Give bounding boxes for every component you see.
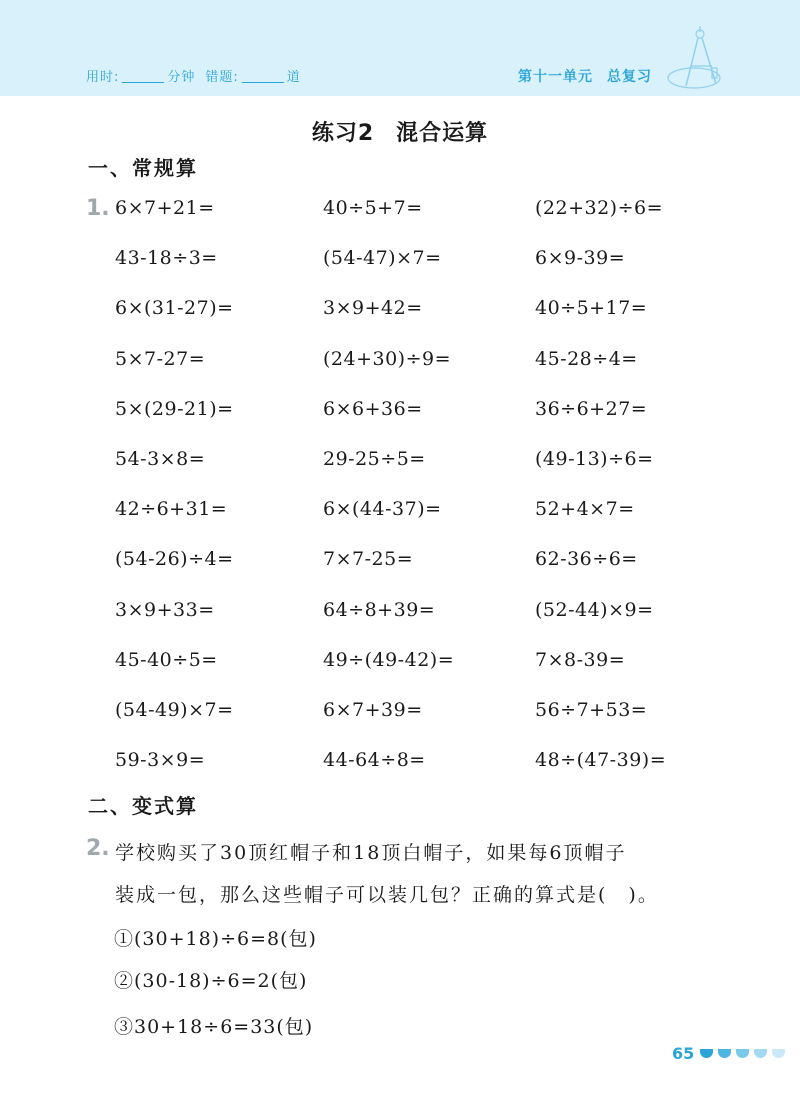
- question-1-number: 1.: [86, 196, 110, 221]
- exercise-9-3: (52-44)×9=: [535, 599, 654, 621]
- page-number: 65: [672, 1044, 695, 1063]
- exercise-8-2: 7×7-25=: [323, 548, 414, 570]
- unit-label: [518, 66, 652, 86]
- minutes-label: 分钟: [167, 70, 196, 85]
- exercise-4-2: (24+30)÷9=: [323, 348, 452, 370]
- exercise-8-1: (54-26)÷4=: [115, 548, 234, 570]
- question-2-line-1: 学校购买了30顶红帽子和18顶白帽子，如果每6顶帽子: [115, 842, 627, 864]
- exercise-1-3: (22+32)÷6=: [535, 197, 664, 219]
- exercise-3-3: 40÷5+17=: [535, 297, 648, 319]
- exercise-10-3: 7×8-39=: [535, 649, 626, 671]
- question-2-line-2: 装成一包，那么这些帽子可以装几包？正确的算式是( )。: [115, 884, 659, 906]
- exercise-5-2: 6×6+36=: [323, 398, 423, 420]
- exercise-6-3: (49-13)÷6=: [535, 448, 654, 470]
- exercise-7-3: 52+4×7=: [535, 498, 635, 520]
- exercise-3-1: 6×(31-27)=: [115, 297, 234, 319]
- exercise-6-2: 29-25÷5=: [323, 448, 426, 470]
- exercise-7-2: 6×(44-37)=: [323, 498, 442, 520]
- exercise-9-2: 64÷8+39=: [323, 599, 436, 621]
- section-2-heading: 二、变式算: [88, 794, 198, 818]
- unit-name: 第十一单元: [518, 69, 593, 85]
- exercise-9-1: 3×9+33=: [115, 599, 215, 621]
- cup-icon: [754, 1049, 767, 1058]
- page-title: [0, 116, 800, 147]
- exercise-5-3: 36÷6+27=: [535, 398, 648, 420]
- time-blank[interactable]: [122, 68, 164, 83]
- exercise-11-1: (54-49)×7=: [115, 699, 234, 721]
- count-label: 道: [286, 70, 301, 85]
- exercise-4-1: 5×7-27=: [115, 348, 206, 370]
- exercise-12-3: 48÷(47-39)=: [535, 749, 667, 771]
- exercise-4-3: 45-28÷4=: [535, 348, 638, 370]
- question-2-number: 2.: [86, 836, 110, 861]
- exercise-8-3: 62-36÷6=: [535, 548, 638, 570]
- exercise-1-2: 40÷5+7=: [323, 197, 423, 219]
- section-1-heading: 一、常规算: [88, 156, 198, 180]
- errors-label: 错题:: [205, 70, 239, 85]
- exercise-5-1: 5×(29-21)=: [115, 398, 234, 420]
- exercise-10-1: 45-40÷5=: [115, 649, 218, 671]
- exercise-10-2: 49÷(49-42)=: [323, 649, 455, 671]
- footer: [672, 1044, 790, 1063]
- option-3[interactable]: ③30+18÷6=33(包): [114, 1016, 314, 1038]
- exercise-2-2: (54-47)×7=: [323, 247, 442, 269]
- exercise-11-2: 6×7+39=: [323, 699, 423, 721]
- cup-icon: [718, 1049, 731, 1058]
- exercise-12-1: 59-3×9=: [115, 749, 206, 771]
- option-2[interactable]: ②(30-18)÷6=2(包): [114, 970, 308, 992]
- exercise-3-2: 3×9+42=: [323, 297, 423, 319]
- cup-icon: [700, 1049, 713, 1058]
- progress-cups: [700, 1049, 790, 1058]
- exercise-2-1: 43-18÷3=: [115, 247, 218, 269]
- exercise-11-3: 56÷7+53=: [535, 699, 648, 721]
- errors-blank[interactable]: [242, 68, 284, 83]
- time-record: [86, 66, 301, 85]
- time-label: 用时:: [86, 70, 120, 85]
- exercise-7-1: 42÷6+31=: [115, 498, 228, 520]
- lesson-label: 练习2: [311, 121, 375, 146]
- exercise-1-1: 6×7+21=: [115, 197, 215, 219]
- cup-icon: [736, 1049, 749, 1058]
- compass-icon: [664, 26, 734, 94]
- exercise-6-1: 54-3×8=: [115, 448, 206, 470]
- cup-icon: [772, 1049, 785, 1058]
- exercise-2-3: 6×9-39=: [535, 247, 626, 269]
- option-1[interactable]: ①(30+18)÷6=8(包): [114, 928, 317, 950]
- unit-sub: 总复习: [607, 69, 652, 85]
- topic-label: 混合运算: [396, 121, 489, 146]
- exercise-12-2: 44-64÷8=: [323, 749, 426, 771]
